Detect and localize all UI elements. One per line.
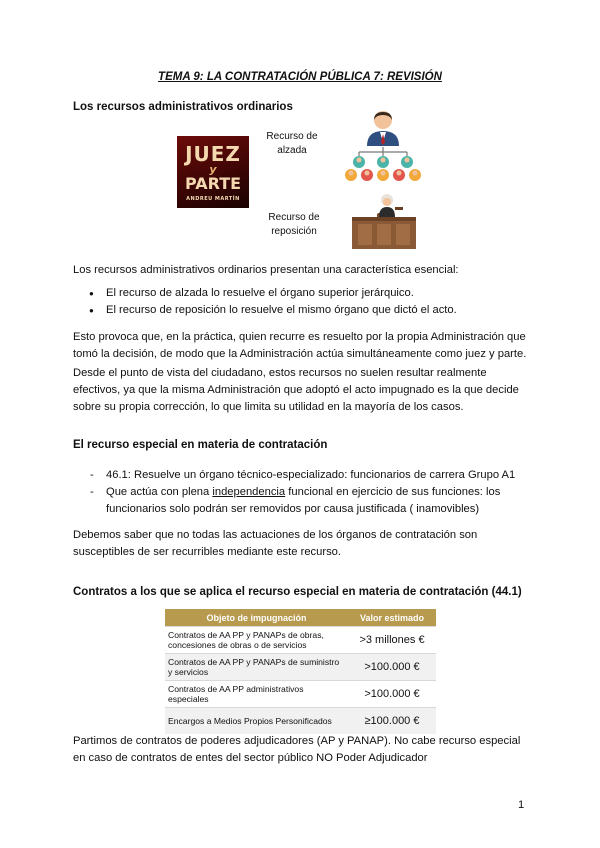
table-row <box>165 627 436 654</box>
label-recurso-alzada <box>262 130 322 158</box>
hierarchy-icon <box>343 106 423 182</box>
cell-valor: >3 millones € <box>348 627 436 654</box>
page-number: 1 <box>518 799 525 811</box>
independencia-link: independencia <box>212 486 286 498</box>
header-valor: Valor estimado <box>348 609 436 627</box>
label-alzada-line1: Recurso de <box>266 131 318 142</box>
list-item: - 46.1: Resuelve un órgano técnico-especializado: funcionarios de carrera Grupo A1 <box>73 467 533 484</box>
cover-author: ANDREU MARTÍN <box>186 196 240 202</box>
item2-text-end: funcional en ejercicio de sus funciones: los funcionarios solo podrán ser removidos por causa justificada ( inamovibles) <box>106 486 501 515</box>
cover-title-line3: PARTE <box>184 174 242 193</box>
paragraph-poderes-adjudicadores: Partimos de contratos de poderes adjudicadores (AP y PANAP). No cabe recurso especial en caso de contratos de entes del sector público NO Poder Adjudicador <box>73 735 521 764</box>
paragraph-juez-parte: Esto provoca que, en la práctica, quien recurre es resuelto por la propia Administración que tomó la decisión, de modo que la Administración actúa simultáneamente como juez y parte. <box>73 331 527 360</box>
table-row <box>165 708 436 735</box>
paragraph-recurribles: Debemos saber que no todas las actuaciones de los órganos de contratación son susceptibles de ser recurribles mediante este recurso. <box>73 529 478 558</box>
bullet-list-ordinarios <box>73 285 533 319</box>
list-item <box>73 484 533 518</box>
label-alzada-line2: alzada <box>277 145 307 156</box>
cell-objeto: Encargos a Medios Propios Personificados <box>165 708 348 735</box>
item2-text-start: Que actúa con plena <box>106 486 213 498</box>
dash-list-especial <box>73 467 533 518</box>
cover-title-line1: JUEZ <box>185 142 241 166</box>
cell-valor: >100.000 € <box>348 654 436 681</box>
cover-title-line2: y <box>209 163 217 176</box>
paragraph-efectividad: Desde el punto de vista del ciudadano, estos recursos no suelen resultar realmente efectivos, ya que la misma Administración que adoptó el acto impugnado es la que decide sobre su propia corrección, lo que limita su utilidad en la mayoría de los casos. <box>73 367 519 413</box>
judge-icon <box>349 193 419 249</box>
label-reposicion-line1: Recurso de <box>268 212 320 223</box>
section-heading-ordinarios: Los recursos administrativos ordinarios <box>73 101 293 113</box>
page-title: TEMA 9: LA CONTRATACIÓN PÚBLICA 7: REVISIÓN <box>158 71 442 83</box>
table-row <box>165 681 436 708</box>
cell-valor: ≥100.000 € <box>348 708 436 735</box>
book-cover-image <box>177 136 249 208</box>
label-reposicion-line2: reposición <box>271 226 317 237</box>
list-item: ● El recurso de alzada lo resuelve el órgano superior jerárquico. <box>73 285 533 302</box>
section-heading-contratos: Contratos a los que se aplica el recurso especial en materia de contratación (44.1) <box>73 586 522 598</box>
section-heading-especial: El recurso especial en materia de contratación <box>73 439 328 451</box>
intro-text: Los recursos administrativos ordinarios presentan una característica esencial: <box>73 264 459 276</box>
cell-objeto: Contratos de AA PP y PANAPs de suministro y servicios <box>165 654 348 681</box>
table-row <box>165 654 436 681</box>
list-item: ● El recurso de reposición lo resuelve el mismo órgano que dictó el acto. <box>73 302 533 319</box>
label-recurso-reposicion <box>262 211 326 239</box>
cell-objeto: Contratos de AA PP y PANAPs de obras, concesiones de obras o de servicios <box>165 627 348 654</box>
header-objeto: Objeto de impugnación <box>165 609 348 627</box>
cell-objeto: Contratos de AA PP administrativos especiales <box>165 681 348 708</box>
table-header-row <box>165 609 436 627</box>
cell-valor: >100.000 € <box>348 681 436 708</box>
contracts-table <box>165 609 436 734</box>
